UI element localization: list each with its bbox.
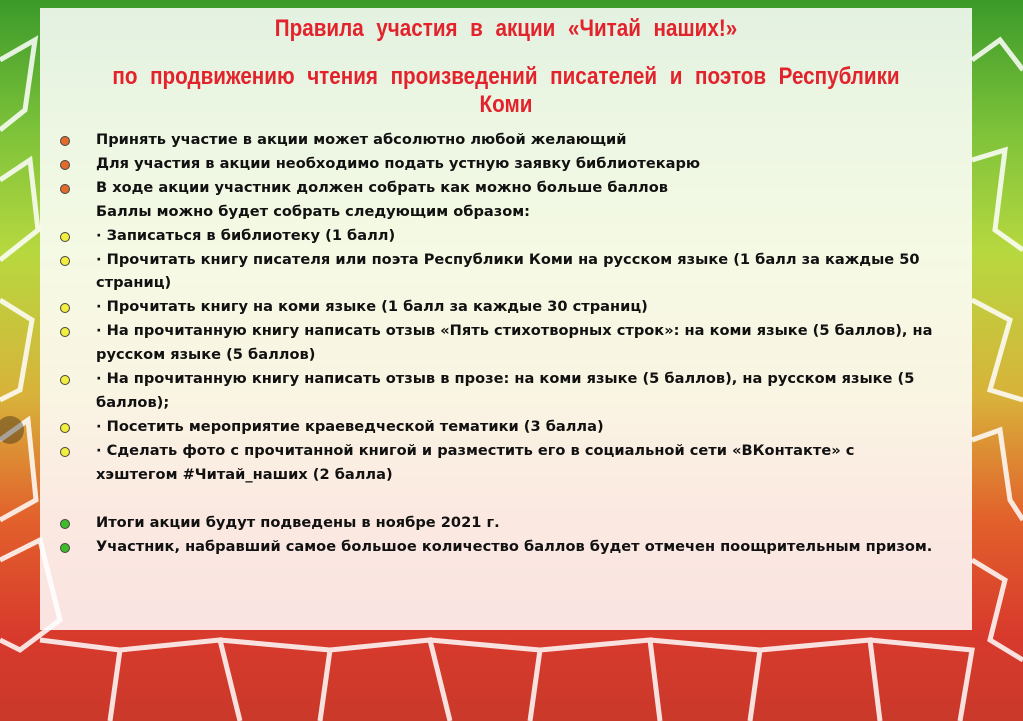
- list-item-text: · Прочитать книгу на коми языке (1 балл за каждые 30 страниц): [96, 298, 648, 316]
- list-item-text: · На прочитанную книгу написать отзыв в прозе: на коми языке (5 баллов), на русском языке (5 баллов);: [96, 370, 915, 411]
- yellow-bullet-icon: [60, 375, 70, 385]
- yellow-bullet-icon: [60, 232, 70, 242]
- list-item-text: Итоги акции будут подведены в ноябре 2021 г.: [96, 513, 500, 531]
- orange-bullet-icon: [60, 160, 70, 170]
- list-item: [60, 535, 940, 559]
- list-item: [60, 176, 940, 200]
- yellow-bullet-icon: [60, 327, 70, 337]
- list-item-text: Участник, набравший самое большое количество баллов будет отмечен поощрительным призом.: [96, 537, 933, 555]
- list-item-text: В ходе акции участник должен собрать как можно больше баллов: [96, 178, 668, 196]
- list-spacer: [60, 487, 940, 511]
- list-item: [60, 511, 940, 535]
- list-item-text: · Сделать фото с прочитанной книгой и разместить его в социальной сети «ВКонтакте» с хэштегом #Читай_наших (2 балла): [96, 441, 855, 483]
- green-bullet-icon: [60, 519, 70, 529]
- list-item: [60, 367, 940, 415]
- title-line-1: Правила участия в акции «Читай наших!»: [274, 15, 738, 42]
- list-item-text: · Посетить мероприятие краеведческой тематики (3 балла): [96, 417, 604, 435]
- title-line-2: по продвижению чтения произведений писателей и поэтов Республики Коми: [112, 63, 900, 118]
- yellow-bullet-icon: [60, 447, 70, 457]
- yellow-bullet-icon: [60, 303, 70, 313]
- list-item: [60, 152, 940, 176]
- green-bullet-icon: [60, 543, 70, 553]
- list-item: [60, 415, 940, 439]
- list-item: [60, 128, 940, 152]
- yellow-bullet-icon: [60, 423, 70, 433]
- orange-bullet-icon: [60, 136, 70, 146]
- yellow-bullet-icon: [60, 256, 70, 266]
- rules-list: [60, 128, 940, 558]
- orange-bullet-icon: [60, 184, 70, 194]
- list-item: [60, 224, 940, 248]
- list-item-text: Баллы можно будет собрать следующим образом:: [96, 202, 531, 220]
- list-item: [60, 439, 940, 487]
- list-item-text: · Прочитать книгу писателя или поэта Республики Коми на русском языке (1 балл за каждые 50 страниц): [96, 250, 920, 292]
- list-item: [60, 295, 940, 319]
- list-item: [60, 319, 940, 367]
- list-item: [60, 200, 940, 224]
- list-item: [60, 248, 940, 296]
- list-item-text: Принять участие в акции может абсолютно любой желающий: [96, 131, 627, 148]
- list-item-text: Для участия в акции необходимо подать устную заявку библиотекарю: [96, 154, 701, 172]
- list-item-text: · На прочитанную книгу написать отзыв «Пять стихотворных строк»: на коми языке (5 баллов), на русском языке (5 баллов): [96, 322, 933, 364]
- list-item-text: · Записаться в библиотеку (1 балл): [96, 226, 396, 244]
